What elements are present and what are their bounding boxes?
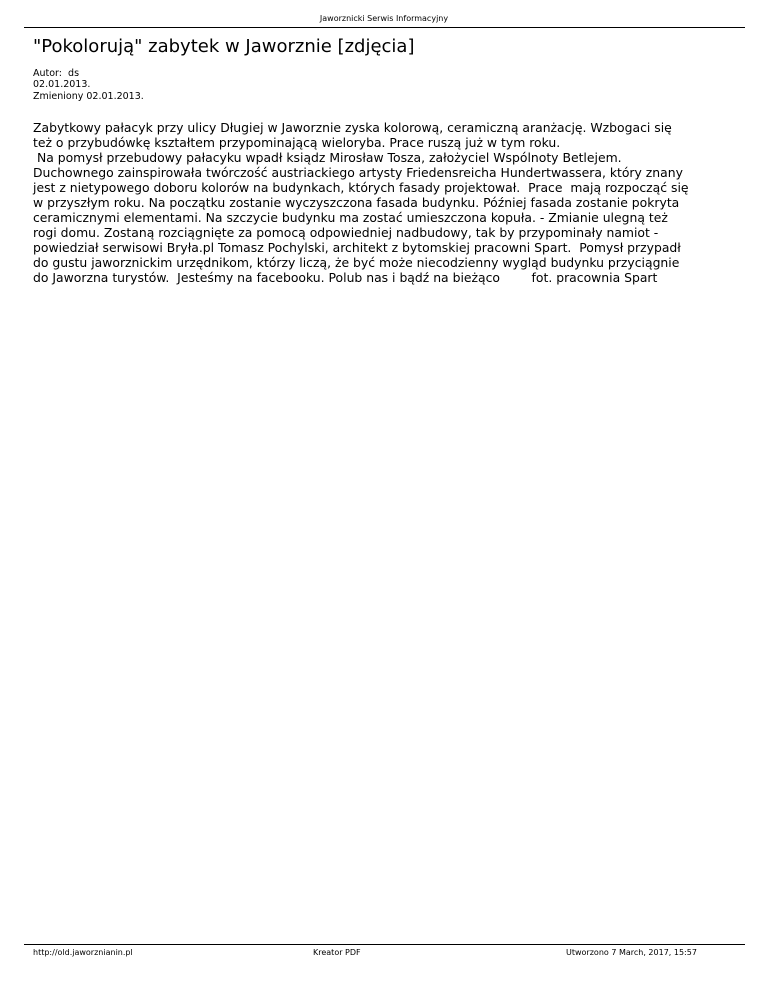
footer-creator: Kreator PDF	[313, 948, 361, 957]
site-name-header: Jaworznicki Serwis Informacyjny	[319, 14, 449, 23]
article-line: w przyszłym roku. Na początku zostanie wyczyszczona fasada budynku. Później fasada zostanie pokryta	[33, 195, 680, 210]
article-line: powiedział serwisowi Bryła.pl Tomasz Pochylski, architekt z bytomskiej pracowni Spart. Pomysł przypadł	[33, 240, 681, 255]
footer-divider	[24, 944, 745, 945]
article-line: Zabytkowy pałacyk przy ulicy Długiej w Jaworznie zyska kolorową, ceramiczną aranżację. Wzbogaci się	[33, 120, 672, 135]
article-line: do gustu jaworznickim urzędnikom, którzy liczą, że być może niecodzienny wygląd budynku przyciągnie	[33, 255, 680, 270]
article-line: ceramicznymi elementami. Na szczycie budynku ma zostać umieszczona kopuła. - Zmianie ulegną też	[33, 210, 668, 225]
article-body	[33, 120, 745, 285]
article-line: jest z nietypowego doboru kolorów na budynkach, których fasady projektował. Prace mają rozpocząć się	[33, 180, 689, 195]
publish-date: 02.01.2013.	[33, 79, 91, 91]
header-divider	[24, 27, 745, 28]
article-line: też o przybudówkę kształtem przypominającą wieloryba. Prace ruszą już w tym roku.	[33, 135, 561, 150]
article-title: "Pokolorują" zabytek w Jaworznie [zdjęcia]	[33, 36, 415, 57]
article-line: Duchownego zainspirowała twórczość austriackiego artysty Friedensreicha Hundertwassera, który znany	[33, 165, 683, 180]
article-meta	[33, 68, 144, 102]
footer-created-timestamp: Utworzono 7 March, 2017, 15:57	[566, 948, 697, 957]
author-line: Autor: ds	[33, 68, 80, 79]
article-line: do Jaworzna turystów. Jesteśmy na facebooku. Polub nas i bądź na bieżąco fot. pracownia Spart	[33, 270, 658, 285]
article-line: Na pomysł przebudowy pałacyku wpadł ksiądz Mirosław Tosza, założyciel Wspólnoty Betlejem.	[33, 150, 622, 165]
modified-line: Zmieniony 02.01.2013.	[33, 90, 144, 102]
footer-url: http://old.jaworznianin.pl	[33, 948, 133, 957]
article-line: rogi domu. Zostaną rozciągnięte za pomocą odpowiedniej nadbudowy, tak by przypominały namiot -	[33, 225, 659, 240]
